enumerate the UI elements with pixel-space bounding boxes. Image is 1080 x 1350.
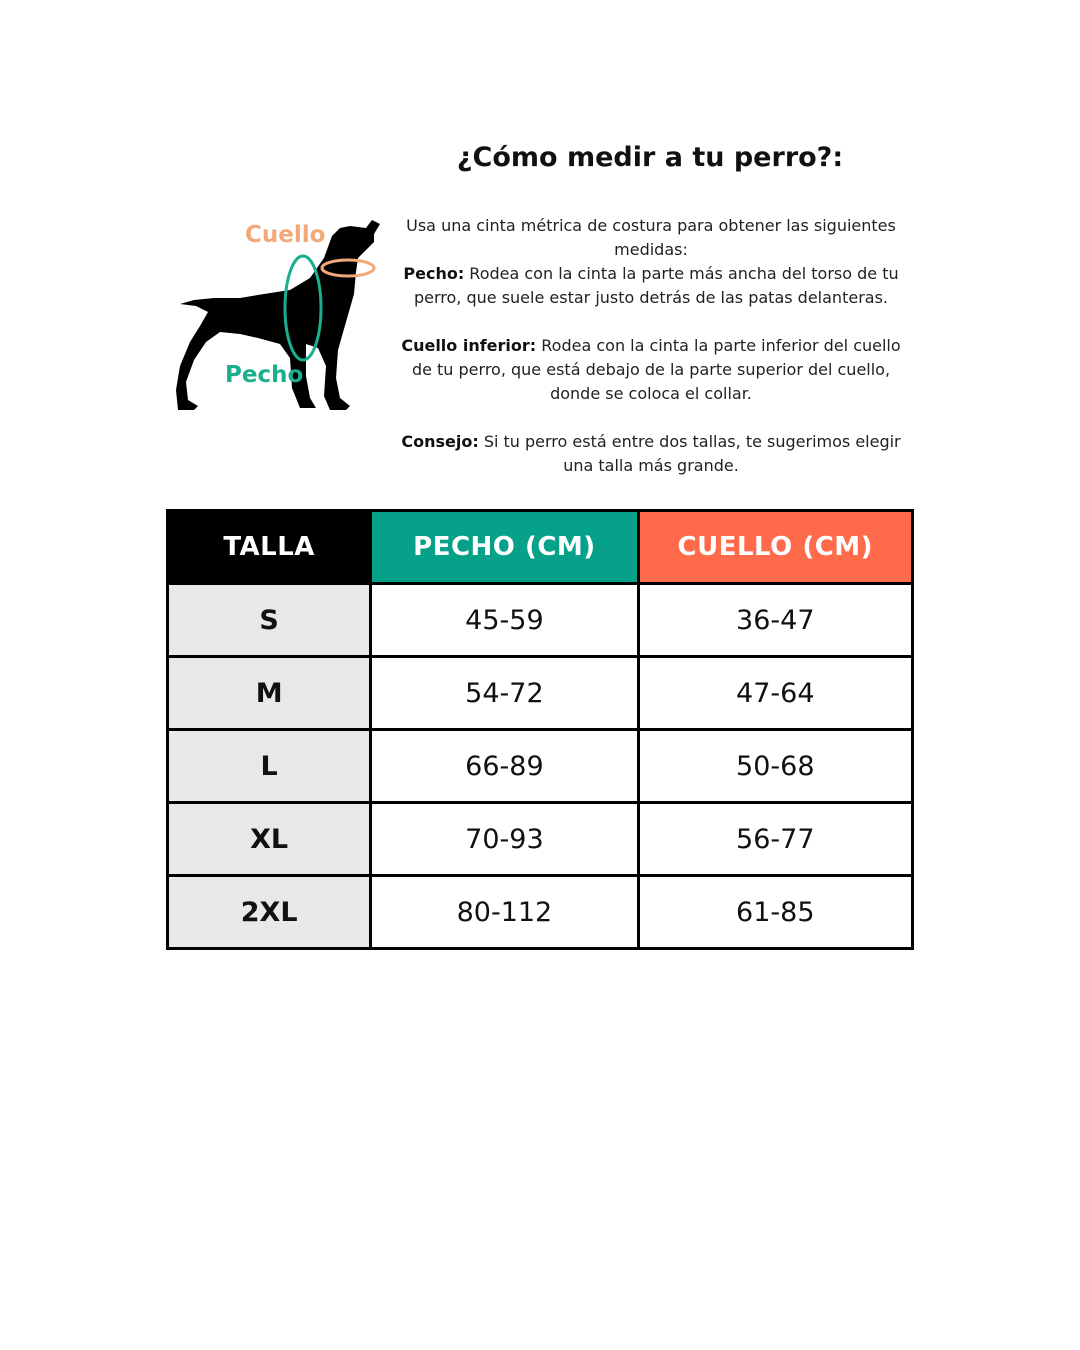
- size-cell: M: [168, 657, 371, 730]
- chest-range-cell: 54-72: [371, 657, 638, 730]
- table-row: [168, 657, 913, 730]
- chest-label: Pecho: [225, 362, 304, 388]
- chest-range-cell: 66-89: [371, 730, 638, 803]
- page-title: ¿Cómo medir a tu perro?:: [456, 142, 844, 173]
- header-size: TALLA: [168, 511, 371, 584]
- lead-text: Usa una cinta métrica de costura para obtener las siguientes medidas:: [406, 216, 896, 259]
- intro-lead: [392, 214, 910, 310]
- neck-range-cell: 61-85: [638, 876, 912, 949]
- size-cell: S: [168, 584, 371, 657]
- neck-range-cell: 36-47: [638, 584, 912, 657]
- tip-instruction: Si tu perro está entre dos tallas, te sugerimos elegir una talla más grande.: [478, 432, 901, 475]
- neck-range-cell: 47-64: [638, 657, 912, 730]
- header-neck: CUELLO (CM): [638, 511, 912, 584]
- chest-term: Pecho:: [403, 264, 465, 283]
- neck-label: Cuello: [245, 222, 326, 248]
- neck-range-cell: 56-77: [638, 803, 912, 876]
- chest-range-cell: 70-93: [371, 803, 638, 876]
- tip-paragraph: [392, 430, 910, 478]
- chest-instruction: Rodea con la cinta la parte más ancha del torso de tu perro, que suele estar justo detrás de las patas delanteras.: [413, 264, 899, 307]
- table-row: [168, 803, 913, 876]
- header-chest: PECHO (CM): [371, 511, 638, 584]
- table-row: [168, 730, 913, 803]
- table-row: [168, 876, 913, 949]
- measuring-instructions: [392, 214, 910, 478]
- dog-measurement-illustration: [160, 210, 390, 420]
- tip-term: Consejo:: [401, 432, 479, 451]
- table-header-row: [168, 511, 913, 584]
- size-chart-table: [166, 509, 914, 950]
- table-row: [168, 584, 913, 657]
- neck-instruction: Rodea con la cinta la parte inferior del cuello de tu perro, que está debajo de la parte superior del cuello, donde se coloca el collar.: [411, 336, 901, 403]
- neck-range-cell: 50-68: [638, 730, 912, 803]
- size-cell: XL: [168, 803, 371, 876]
- chest-range-cell: 45-59: [371, 584, 638, 657]
- chest-range-cell: 80-112: [371, 876, 638, 949]
- size-cell: 2XL: [168, 876, 371, 949]
- size-cell: L: [168, 730, 371, 803]
- neck-paragraph: [392, 334, 910, 406]
- neck-term: Cuello inferior:: [401, 336, 537, 355]
